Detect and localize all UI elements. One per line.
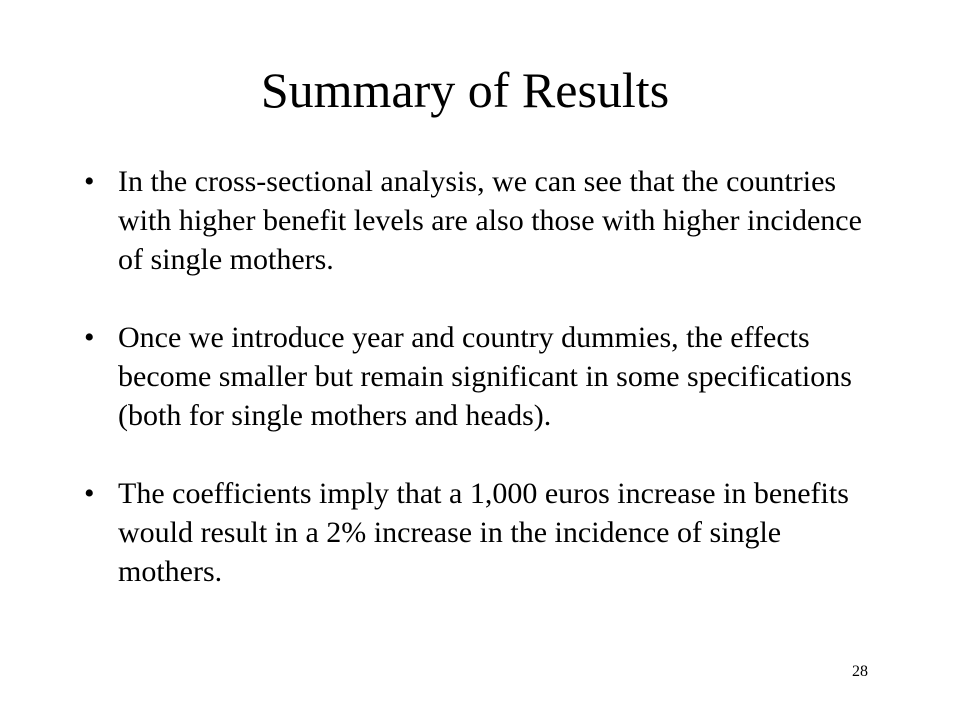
bullet-text: Once we introduce year and country dummies, the effects become smaller but remain significant in some specifications (both for single mothers and heads). [118,321,852,432]
bullet-item-1 [84,162,884,279]
bullet-dot-icon: • [84,165,95,198]
bullet-dot-icon: • [84,477,95,510]
bullet-text: The coefficients imply that a 1,000 euros increase in benefits would result in a 2% increase in the incidence of single mothers. [118,477,849,588]
bullet-list [84,162,884,630]
page-number: 28 [852,663,868,680]
bullet-item-3 [84,474,884,591]
slide-title: Summary of Results [260,62,670,118]
bullet-item-2 [84,318,884,435]
bullet-text: In the cross-sectional analysis, we can see that the countries with higher benefit levels are also those with higher incidence of single mothers. [118,165,862,276]
bullet-dot-icon: • [84,321,95,354]
